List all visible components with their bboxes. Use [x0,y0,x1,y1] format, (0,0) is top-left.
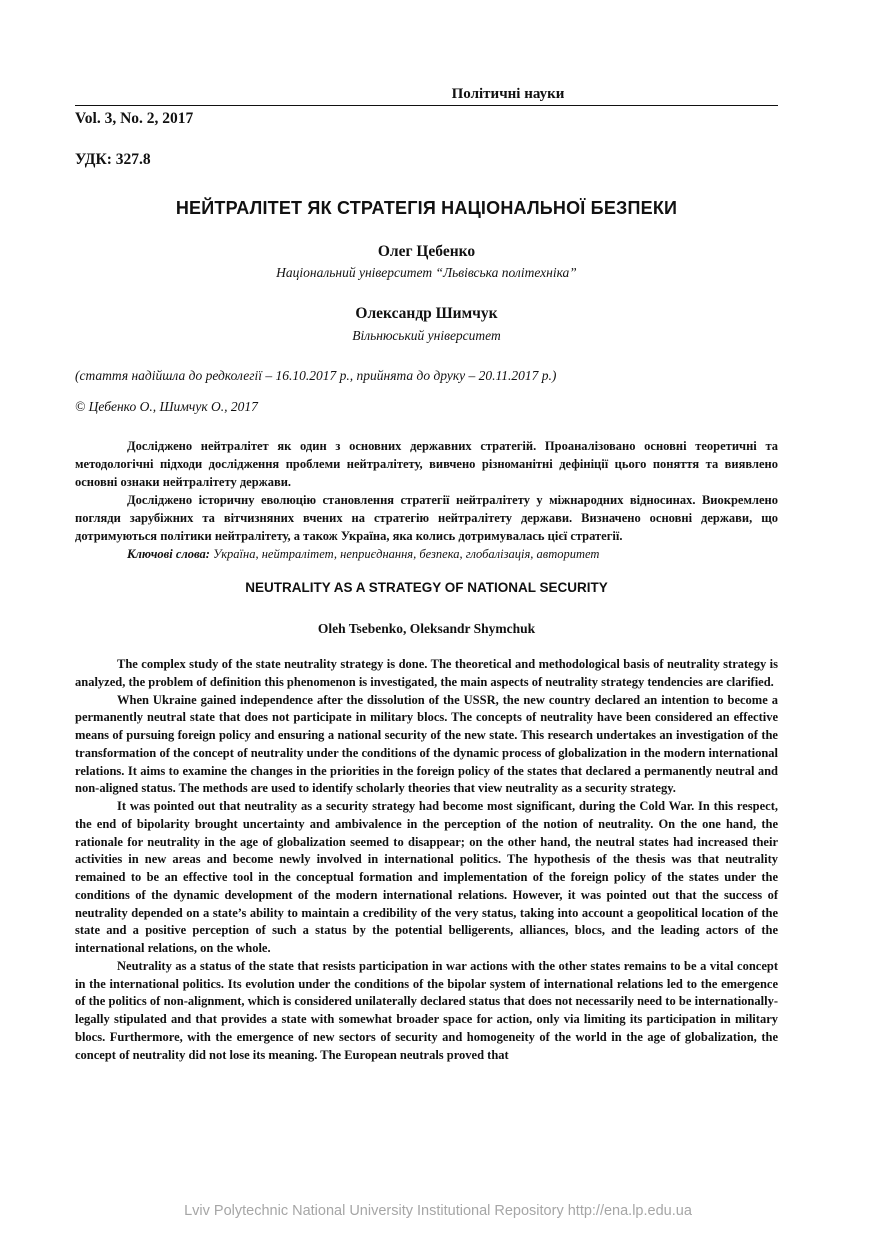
header-rule [75,105,778,106]
submission-dates: (стаття надійшла до редколегії – 16.10.2017 р., прийнята до друку – 20.11.2017 р.) [75,368,557,383]
authors-en: Oleh Tsebenko, Oleksandr Shymchuk [317,621,536,636]
abstract-en-paragraph: It was pointed out that neutrality as a security strategy had become most significant, during the Cold War. In this respect, the end of bipolarity brought uncertainty and ambivalence in the perception of the notion of neutrality. On the one hand, the rationale for neutrality in the age of globalization seemed to disappear; on the other hand, the neutral states had increased their activities in new areas and become newly involved in international politics. The hypothesis of the thesis was that neutrality remained to be an effective tool in the conceptual formation and implementation of the foreign policy of the states under the conditions of the dynamic development of the modern international relations. However, it was pointed out that the success of neutrality depended on a state’s ability to maintain a credibility of the very status, taking into account a geopolitical location of the state and a positive perception of such a status by the potential belligerents, alliances, blocs, and the leading actors of the international relations, on the whole. [75,799,778,955]
abstract-en-paragraph: Neutrality as a status of the state that resists participation in war actions with the other states remains to be a vital concept in the international politics. Its evolution under the conditions of the bipolar system of international relations led to the emergence of the politics of non-alignment, which is considered unilaterally declared status that does not necessarily need to be internationally-legally stipulated and that provides a state with somewhat broader space for action, only via limiting its participation in military blocs. Furthermore, with the emergence of new sectors of security and homogeneity of the world in the age of globalization, the concept of neutrality did not lose its meaning. The European neutrals proved that [75,958,778,1062]
abstract-en-paragraph: The complex study of the state neutrality strategy is done. The theoretical and methodological basis of neutrality strategy is analyzed, the problem of definition this phenomenon is investigated, the main aspects of neutrality strategy tendencies are clarified. [75,657,778,689]
abstract-ua [75,437,778,563]
copyright-notice: © Цебенко О., Шимчук О., 2017 [75,399,258,414]
author-affiliation-2: Вільнюський університет [352,328,501,343]
keywords-label: Ключові слова: [127,547,210,561]
keywords-list: Україна, нейтралітет, неприєднання, безпека, глобалізація, авторитет [213,547,600,561]
volume-info: Vol. 3, No. 2, 2017 [75,110,194,127]
article-title-en: NEUTRALITY AS A STRATEGY OF NATIONAL SECURITY [245,580,608,595]
abstract-ua-paragraph: Досліджено історичну еволюцію становлення стратегії нейтралітету у міжнародних відносинах. Виокремлено погляди зарубіжних та вітчизняних вчених на стратегію нейтралітету держави. Визначено основні держави, що дотримуються політики нейтралітету, а також Україна, яка колись дотримувалась цієї стратегії. [75,493,778,543]
author-name-2: Олександр Шимчук [355,305,498,322]
journal-section-header: Політичні науки [451,86,565,102]
keywords-line [75,545,778,563]
article-title-ua: НЕЙТРАЛІТЕТ ЯК СТРАТЕГІЯ НАЦІОНАЛЬНОЇ БЕЗПЕКИ [175,198,678,218]
author-name-1: Олег Цебенко [377,243,476,260]
author-affiliation-1: Національний університет “Львівська політехніка” [276,265,577,280]
abstract-en [75,656,778,1064]
repository-footer: Lviv Polytechnic National University Institutional Repository http://ena.lp.edu.ua [184,1203,692,1219]
abstract-en-paragraph: When Ukraine gained independence after the dissolution of the USSR, the new country declared an intention to become a permanently neutral state that does not participate in military blocs. The concepts of neutrality have been considered an effective means of pursuing foreign policy and ensuring a national security of the new state. This research undertakes an investigation of the transformation of the concept of neutrality under the conditions of the dynamic process of globalization in the modern international relations. It aims to examine the changes in the priorities in the foreign policy of the states that declared a permanently neutral and non-aligned status. The methods are used to identify scholarly theories that view neutrality as a security strategy. [75,692,778,796]
udk-code: УДК: 327.8 [75,151,151,168]
abstract-ua-paragraph: Досліджено нейтралітет як один з основних державних стратегій. Проаналізовано основні теоретичні та методологічні підходи дослідження проблеми нейтралітету, вивчено різноманітні дефініції цього поняття та виявлено основні ознаки нейтралітету держави. [75,439,778,489]
